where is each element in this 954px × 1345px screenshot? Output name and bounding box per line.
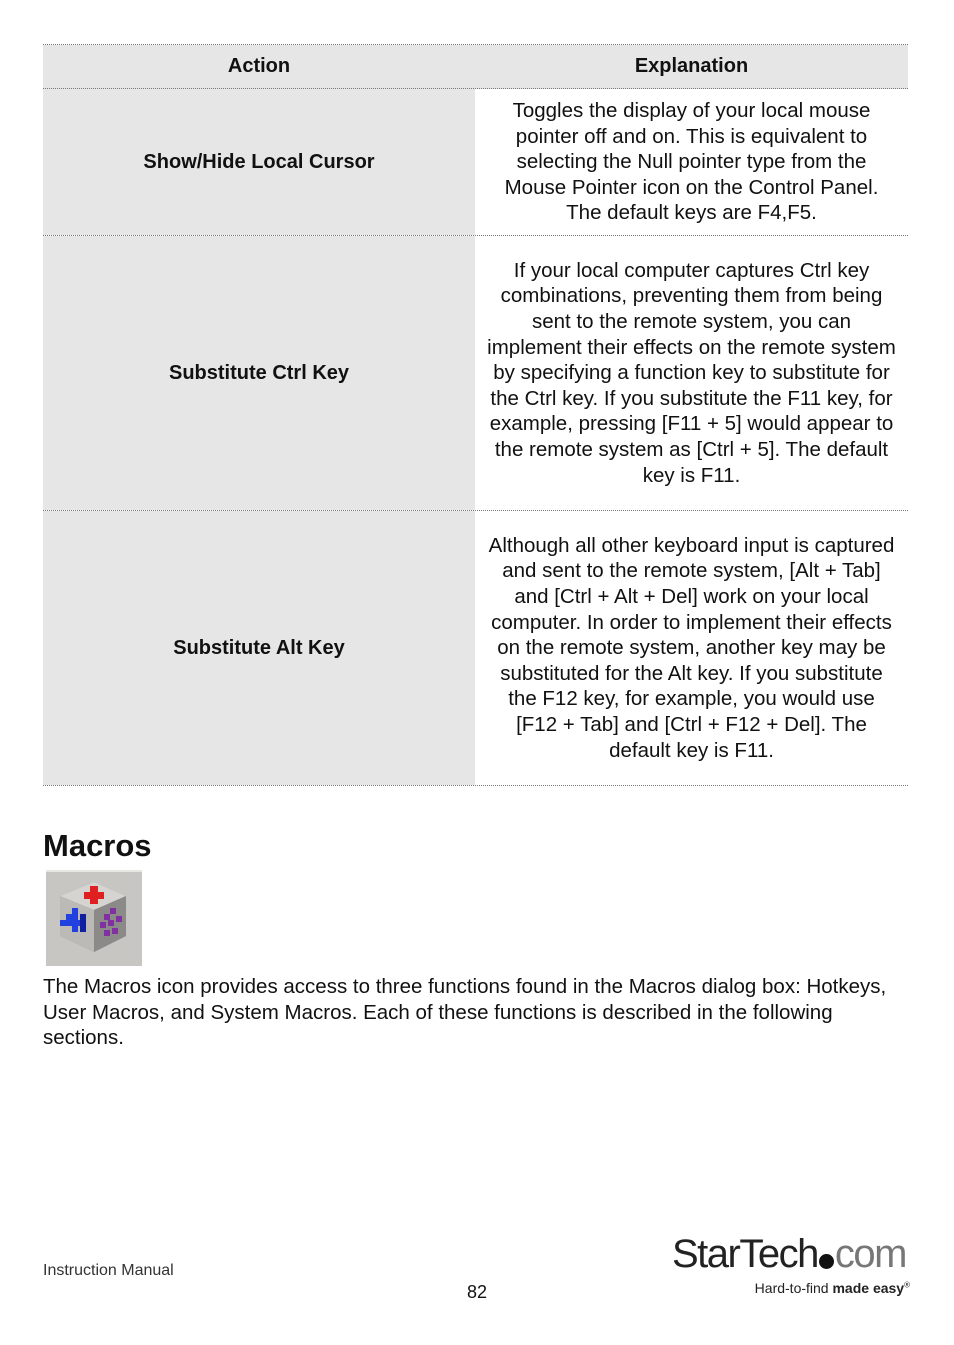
tagline-bold: made easy [832, 1280, 905, 1296]
logo-main-text: StarTech [672, 1232, 818, 1276]
logo-com-text: com [834, 1232, 906, 1276]
tagline-mark: ® [904, 1280, 910, 1290]
action-cell: Substitute Alt Key [43, 511, 475, 785]
header-explanation: Explanation [475, 45, 908, 88]
page-number: 82 [466, 1282, 488, 1302]
logo-tagline [672, 1280, 910, 1296]
action-cell: Show/Hide Local Cursor [43, 89, 475, 235]
section-title: Macros [43, 828, 152, 863]
hotkey-table [43, 44, 908, 786]
table-row [43, 511, 908, 786]
table-header-row [43, 45, 908, 89]
footer-manual-label: Instruction Manual [43, 1262, 174, 1279]
table-row [43, 89, 908, 236]
action-cell: Substitute Ctrl Key [43, 236, 475, 510]
explanation-cell: Toggles the display of your local mouse pointer off and on. This is equivalent to selecting the Null pointer type from the Mouse Pointer icon on the Control Panel. The default keys are F4,F5. [475, 89, 908, 235]
macros-icon [46, 870, 142, 966]
header-action: Action [43, 45, 475, 88]
tagline-regular: Hard-to-find [754, 1280, 833, 1296]
startech-logo [672, 1230, 912, 1296]
explanation-cell: Although all other keyboard input is captured and sent to the remote system, [Alt + Tab] and [Ctrl + Alt + Del] work on your local computer. In order to implement their effects on the remote system, another key may be substituted for the Alt key. If you substitute the F12 key, for example, you would use [F12 + Tab] and [Ctrl + F12 + Del]. The default key is F11. [475, 511, 908, 785]
section-body-text: The Macros icon provides access to three functions found in the Macros dialog box: Hotkeys, User Macros, and System Macros. Each of these functions is described in the following sections. [43, 975, 887, 1050]
logo-wordmark [672, 1230, 912, 1278]
logo-dot-icon [819, 1254, 834, 1269]
explanation-cell: If your local computer captures Ctrl key combinations, preventing them from being sent to the remote system, you can implement their effects on the remote system by specifying a function key to substitute for the Ctrl key. If you substitute the F11 key, for example, pressing [F11 + 5] would appear to the remote system as [Ctrl + 5]. The default key is F11. [475, 236, 908, 510]
table-row [43, 236, 908, 511]
